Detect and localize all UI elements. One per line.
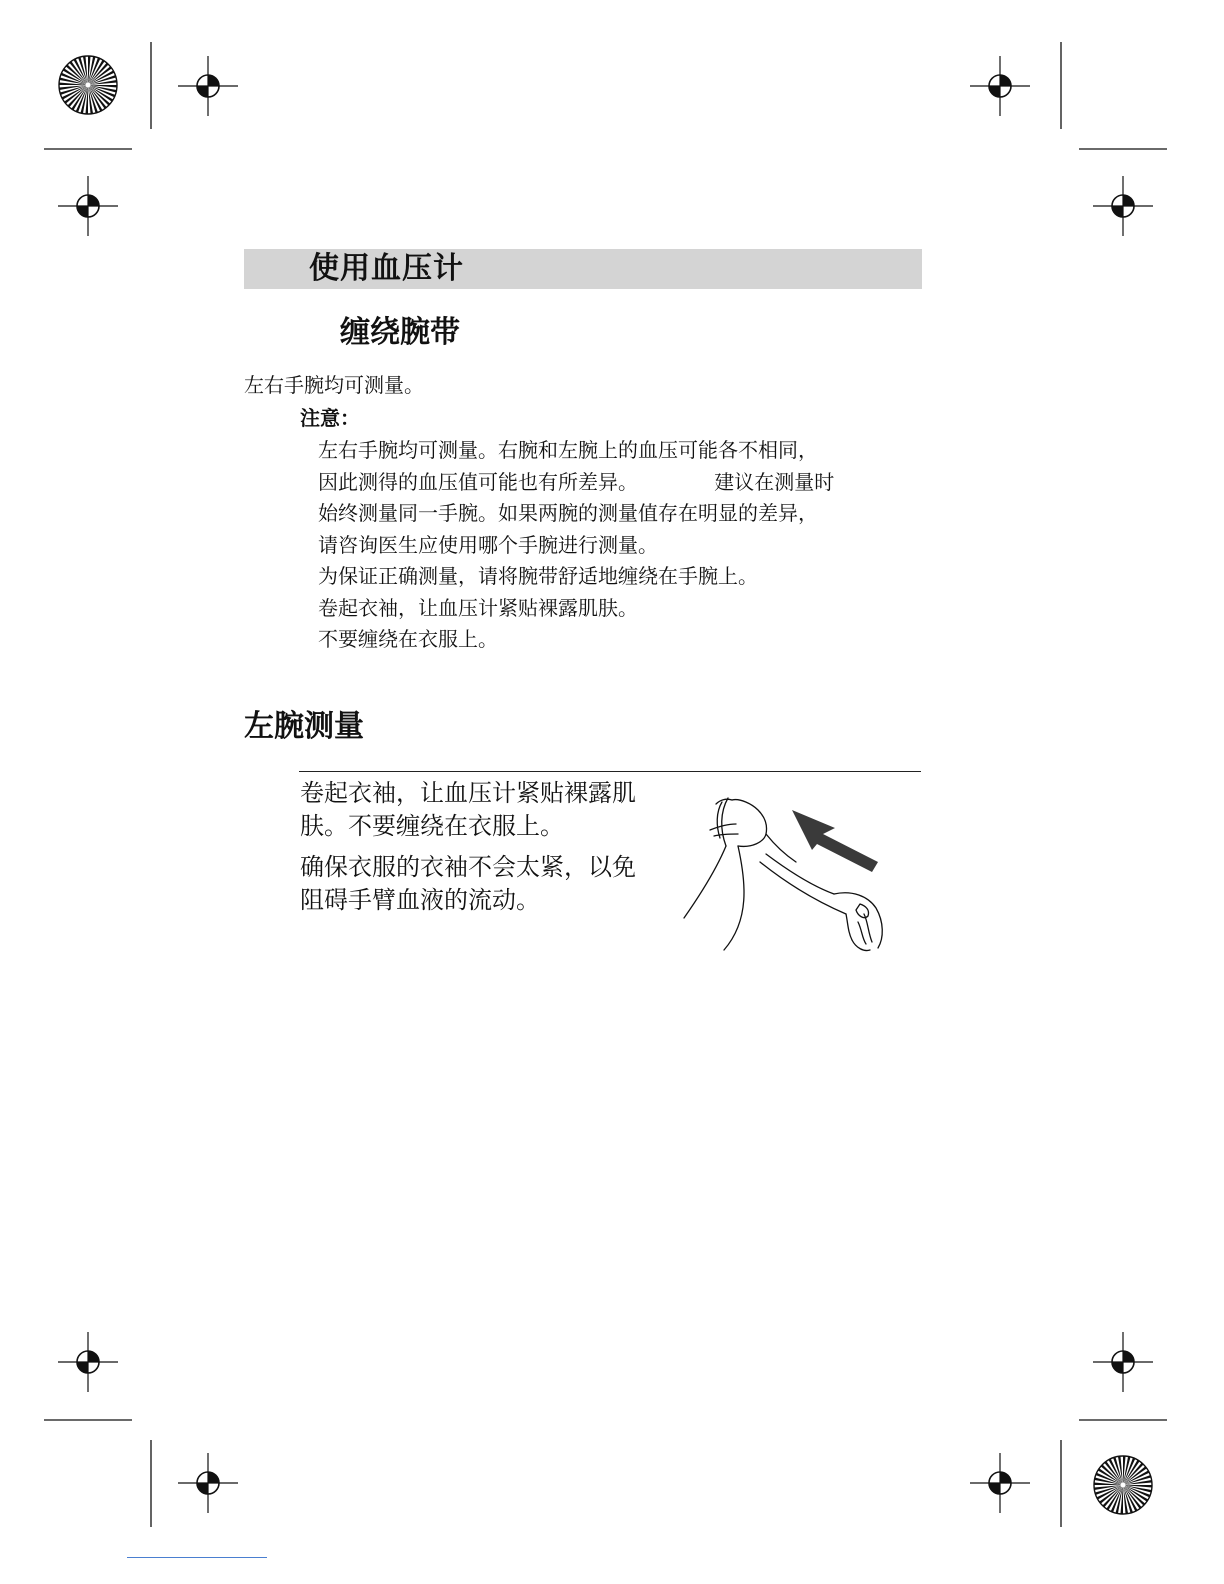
registration-mark-bottom-left (178, 1453, 238, 1513)
note-line: 卷起衣袖，让血压计紧贴裸露肌肤。 (318, 595, 638, 620)
registration-mark-top-right (970, 56, 1030, 116)
section-divider (299, 771, 921, 772)
star-target-top-left (59, 56, 117, 114)
note-body (318, 435, 834, 656)
registration-mark-bottom-right (970, 1453, 1030, 1513)
note-label: 注意： (300, 406, 360, 430)
note-line: 请咨询医生应使用哪个手腕进行测量。 (318, 532, 658, 557)
instruction-paragraph-tight-sleeve: 确保衣服的衣袖不会太紧，以免阻碍手臂血液的流动。 (300, 853, 636, 914)
footer-rule (127, 1557, 267, 1558)
registration-mark-left-upper (58, 176, 118, 236)
registration-mark-right-upper (1093, 176, 1153, 236)
note-line: 为保证正确测量，请将腕带舒适地缠绕在手腕上。 (318, 564, 758, 588)
star-target-bottom-right (1094, 1456, 1152, 1514)
rolled-sleeve-arm-illustration (680, 790, 900, 960)
intro-text: 左右手腕均可测量。 (244, 373, 424, 397)
instruction-paragraph-sleeve: 卷起衣袖，让血压计紧贴裸露肌肤。不要缠绕在衣服上。 (300, 779, 636, 840)
arrow-icon (792, 810, 878, 872)
registration-mark-right-lower (1093, 1332, 1153, 1392)
registration-mark-top-left (178, 56, 238, 116)
subsection-title: 缠绕腕带 (340, 315, 460, 350)
left-wrist-heading: 左腕测量 (244, 709, 364, 744)
note-line: 因此测得的血压值可能也有所差异。 建议在测量时 (318, 469, 835, 494)
registration-mark-left-lower (58, 1332, 118, 1392)
section-title: 使用血压计 (309, 251, 464, 286)
note-line: 左右手腕均可测量。右腕和左腕上的血压可能各不相同， (318, 438, 818, 462)
note-line: 始终测量同一手腕。如果两腕的测量值存在明显的差异， (318, 501, 818, 525)
note-line: 不要缠绕在衣服上。 (318, 627, 498, 651)
